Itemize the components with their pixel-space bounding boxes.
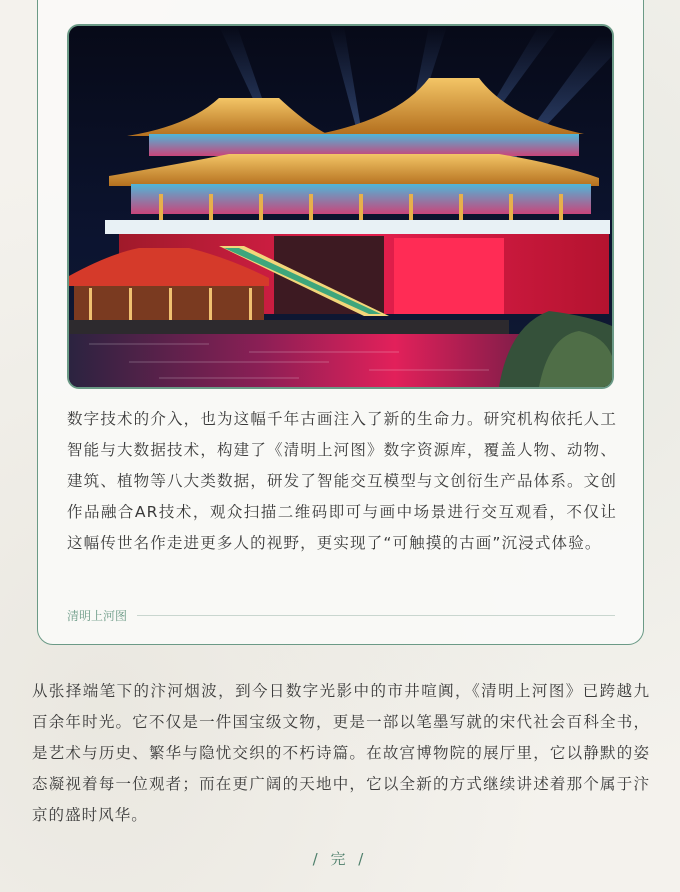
palace-image: [69, 26, 612, 387]
card-paragraph: 数字技术的介入，也为这幅千年古画注入了新的生命力。研究机构依托人工智能与大数据技术，构建了《清明上河图》数字资源库，覆盖人物、动物、建筑、植物等八大类数据，研发了智能交互模型与文创衍生产品体系。文创作品融合AR技术，观众扫描二维码即可与画中场景进行交互观看，不仅让这幅传世名作走进更多人的视野，更实现了“可触摸的古画”沉浸式体验。: [67, 410, 617, 552]
palace-photo: [67, 24, 614, 389]
end-mark-text: / 完 /: [312, 850, 368, 868]
image-caption: 清明上河图: [67, 608, 128, 623]
image-caption-row: [67, 606, 615, 624]
end-mark: [0, 848, 680, 869]
caption-divider: [137, 615, 615, 616]
closing-paragraph: 从张择端笔下的汴河烟波，到今日数字光影中的市井喧阗，《清明上河图》已跨越九百余年时光。它不仅是一件国宝级文物，更是一部以笔墨写就的宋代社会百科全书，是艺术与历史、繁华与隐忧交织的不朽诗篇。在故宫博物院的展厅里，它以静默的姿态凝视着每一位观者；而在更广阔的天地中，它以全新的方式继续讲述着那个属于汴京的盛时风华。: [32, 682, 650, 824]
